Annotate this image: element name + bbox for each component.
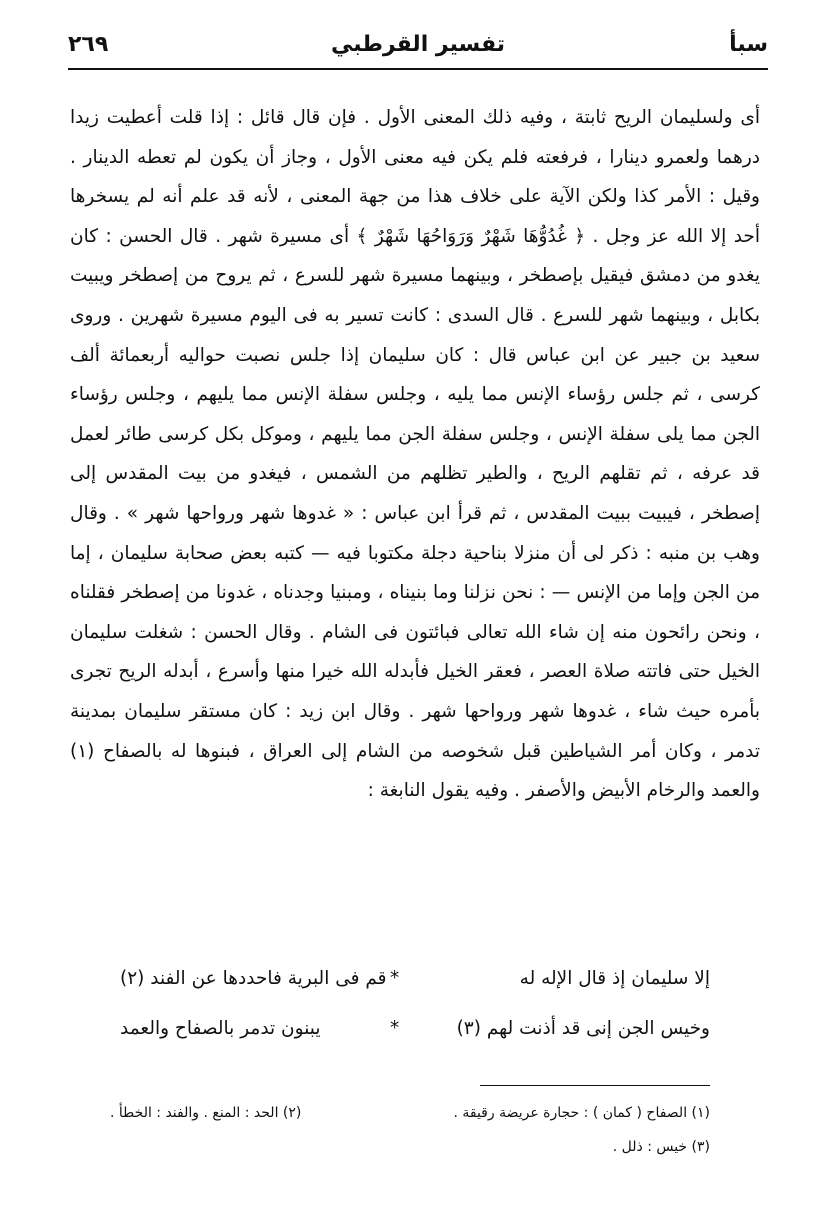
footnote-row — [110, 1130, 710, 1164]
footnote-row — [110, 1096, 710, 1130]
hemistich-right: إلا سليمان إذ قال الإله له — [519, 968, 710, 989]
header-rule — [68, 68, 768, 70]
hemistich-left: يبنون تدمر بالصفاح والعمد — [120, 1018, 321, 1039]
footnote-3: (٣) خيس : ذلل . — [612, 1139, 710, 1155]
poem — [120, 960, 710, 1060]
footnotes — [110, 1096, 710, 1164]
verse-separator: * — [390, 968, 400, 989]
footnote-1: (١) الصفاح ( كمان ) : حجارة عريضة رقيقة . — [453, 1105, 710, 1121]
page-number: ٢٦٩ — [68, 32, 109, 57]
footnote-2: (٢) الحد : المنع . والفند : الخطأ . — [110, 1105, 302, 1121]
footnote-rule — [480, 1085, 710, 1086]
poem-verse-1 — [120, 960, 710, 1010]
surah-name: سبأ — [729, 32, 768, 57]
hemistich-left: قم فى البرية فاحددها عن الفند (٢) — [120, 968, 387, 989]
poem-verse-2 — [120, 1010, 710, 1060]
hemistich-right: وخيس الجن إنى قد أذنت لهم (٣) — [456, 1018, 710, 1039]
body-paragraph: أى ولسليمان الريح ثابتة ، وفيه ذلك المعنى الأول . فإن قال قائل : إذا قلت أعطيت زيدا درهما ولعمرو دينارا ، فرفعته فلم يكن فيه معنى الأول ، وجاز أن يكون لم تعطه الدينار . وقيل : الأمر كذا ولكن الآية على خلاف هذا من جهة المعنى ، لأنه قد علم أنه لم يسخرها أحد إلا الله عز وجل . ﴿ غُدُوُّهَا شَهْرٌ وَرَوَاحُهَا شَهْرٌ ﴾ أى مسيرة شهر . قال الحسن : كان يغدو من دمشق فيقيل بإصطخر ، وبينهما مسيرة شهر للسرع ، ثم يروح من إصطخر ويبيت بكابل ، وبينهما شهر للسرع . قال السدى : كانت تسير به فى اليوم مسيرة شهرين . وروى سعيد بن جبير عن ابن عباس قال : كان سليمان إذا جلس نصبت حواليه أربعمائة ألف كرسى ، ثم جلس رؤساء الإنس مما يليه ، وجلس سفلة الإنس مما يليهم ، وجلس رؤساء الجن مما يلى سفلة الإنس ، وجلس سفلة الجن مما يليهم ، وموكل بكل كرسى طائر لعمل قد عرفه ، ثم تقلهم الريح ، والطير تظلهم من الشمس ، فيغدو من بيت المقدس إلى إصطخر ، فيبيت ببيت المقدس ، ثم قرأ ابن عباس : « غدوها شهر ورواحها شهر » . وقال وهب بن منبه : ذكر لى أن منزلا بناحية دجلة مكتوبا فيه — كتبه بعض صحابة سليمان ، إما من الجن وإما من الإنس — : نحن نزلنا وما بنيناه ، ومبنيا وجدناه ، غدونا من إصطخر فقلناه ، ونحن رائحون منه إن شاء الله تعالى فبائتون فى الشام . وقال الحسن : شغلت سليمان الخيل حتى فاتته صلاة العصر ، فعقر الخيل فأبدله الله خيرا منها وأسرع ، أبدله الريح تجرى بأمره حيث شاء ، غدوها شهر ورواحها شهر . وقال ابن زيد : كان مستقر سليمان بمدينة تدمر ، وكان أمر الشياطين قبل شخوصه من الشام إلى العراق ، فبنوها له بالصفاح (١) والعمد والرخام الأبيض والأصفر . وفيه يقول النابغة : — [70, 107, 760, 802]
main-text — [70, 98, 760, 811]
page-header — [68, 28, 768, 70]
verse-separator: * — [390, 1018, 400, 1039]
book-title: تفسير القرطبي — [330, 32, 506, 57]
